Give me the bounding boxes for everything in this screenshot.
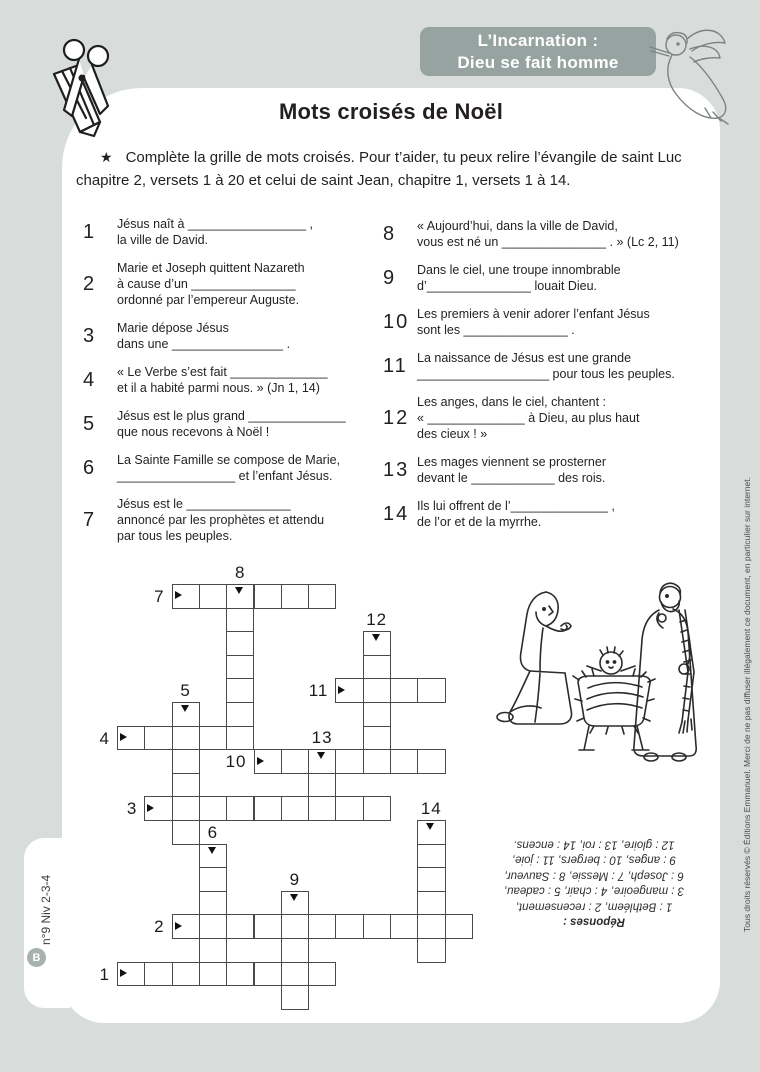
nativity-illustration: [483, 570, 703, 778]
grid-number-13: 13: [311, 728, 333, 748]
answers-line: 1 : Bethléem, 2 : recensement,: [515, 900, 673, 913]
grid-number-5: 5: [180, 681, 191, 700]
clue-text: « Le Verbe s’est fait ______________ et il a habité parmi nous. » (Jn 1, 14): [117, 365, 328, 395]
grid-cell: [390, 678, 418, 703]
clue-number: 6: [83, 456, 97, 479]
arrow-down-icon: [317, 752, 325, 759]
instructions-line-1: ★ Complète la grille de mots croisés. Pour t’aider, tu peux relire l’évangile de saint Luc: [100, 149, 682, 166]
page-title: Mots croisés de Noël: [278, 99, 504, 124]
grid-number-1: 1: [99, 964, 110, 984]
grid-cell: [144, 726, 172, 751]
arrow-right-icon: [120, 969, 127, 977]
arrow-down-icon: [208, 847, 216, 854]
grid-cell: [281, 962, 309, 987]
arrow-down-icon: [426, 823, 434, 830]
grid-cell: [363, 702, 391, 727]
grid-number-4: 4: [99, 728, 110, 748]
grid-cell: [226, 796, 254, 821]
answers-line: 3 : mangeoire, 4 : chair, 5 : cadeau,: [503, 884, 685, 897]
grid-cell: [199, 914, 227, 939]
clue-text: Marie et Joseph quittent Nazareth à cause d’un _______________ ordonné par l’empereur Auguste.: [117, 261, 305, 307]
grid-cell: [417, 867, 445, 892]
grid-cell: [281, 938, 309, 963]
grid-number-6: 6: [207, 822, 219, 842]
clue-number: 2: [83, 272, 97, 295]
clue-text: La naissance de Jésus est une grande ___________________ pour tous les peuples.: [417, 351, 675, 381]
clue-number: 1: [83, 220, 97, 243]
clue-text: Jésus naît à _________________ , la ville de David.: [117, 217, 314, 247]
grid-cell: [335, 749, 363, 774]
answers-line: 9 : anges, 10 : bergers, 11 : joie,: [511, 853, 677, 866]
grid-cell: [308, 773, 336, 798]
grid-number-9: 9: [289, 869, 301, 889]
clue-number: 9: [383, 266, 397, 289]
grid-cell: [417, 914, 445, 939]
answers-heading: Réponses :: [563, 915, 625, 928]
clue-text: La Sainte Famille se compose de Marie, _________________ et l’enfant Jésus.: [117, 453, 341, 483]
grid-cell: [281, 796, 309, 821]
grid-cell: [226, 678, 254, 703]
clue-number: 4: [83, 368, 97, 391]
grid-cell: [199, 891, 227, 916]
arrow-right-icon: [338, 686, 345, 694]
clue-number: 11: [383, 354, 408, 377]
grid-cell: [199, 584, 227, 609]
grid-cell: [363, 678, 391, 703]
answers-line: 12 : gloire, 13 : roi, 14 : encens.: [513, 838, 675, 851]
arrow-right-icon: [175, 922, 182, 930]
grid-cell: [308, 914, 336, 939]
clue-number: 5: [83, 412, 97, 435]
grid-cell: [363, 914, 391, 939]
grid-number-8: 8: [234, 563, 246, 582]
grid-cell: [445, 914, 473, 939]
arrow-right-icon: [175, 591, 182, 599]
grid-cell: [281, 985, 309, 1010]
clue-text: Les anges, dans le ciel, chantent : « ______________ à Dieu, au plus haut des cieux ! »: [417, 395, 640, 441]
grid-cell: [417, 749, 445, 774]
grid-cell: [172, 773, 200, 798]
grid-cell: [390, 914, 418, 939]
arrow-right-icon: [147, 804, 154, 812]
grid-cell: [363, 726, 391, 751]
clue-number: 3: [83, 324, 97, 347]
grid-cell: [417, 938, 445, 963]
grid-cell: [172, 726, 200, 751]
grid-cell: [172, 796, 200, 821]
badge-line-2: Dieu se fait homme: [457, 52, 619, 72]
clue-number: 10: [383, 310, 410, 333]
grid-cell: [308, 584, 336, 609]
clue-text: Dans le ciel, une troupe innombrable d’_______________ louait Dieu.: [417, 263, 621, 293]
issue-label: n°9 Niv 2-3-4: [39, 874, 53, 945]
grid-cell: [308, 796, 336, 821]
grid-cell: [417, 891, 445, 916]
copyright-notice: Tous droits réservés © Éditions Emmanuel. Merci de ne pas diffuser illégalement ce document, en particulier sur internet.: [742, 477, 752, 932]
arrow-right-icon: [257, 757, 264, 765]
arrow-down-icon: [372, 634, 380, 641]
grid-number-14: 14: [420, 799, 442, 818]
grid-cell: [226, 726, 254, 751]
grid-cell: [363, 749, 391, 774]
grid-cell: [199, 726, 227, 751]
grid-number-10: 10: [225, 752, 247, 772]
grid-cell: [226, 962, 254, 987]
clue-text: Marie dépose Jésus dans une ________________ .: [117, 321, 291, 351]
grid-cell: [390, 749, 418, 774]
arrow-down-icon: [235, 587, 243, 594]
grid-cell: [172, 962, 200, 987]
grid-cell: [281, 914, 309, 939]
grid-cell: [335, 914, 363, 939]
grid-cell: [417, 844, 445, 869]
grid-number-2: 2: [154, 917, 165, 937]
grid-cell: [199, 867, 227, 892]
grid-cell: [226, 914, 254, 939]
instructions-line-2: chapitre 2, versets 1 à 20 et celui de saint Jean, chapitre 1, versets 1 à 14.: [76, 172, 571, 189]
grid-cell: [363, 655, 391, 680]
grid-cell: [363, 796, 391, 821]
grid-cell: [226, 702, 254, 727]
star-icon: ★: [100, 149, 113, 165]
clue-number: 12: [383, 406, 410, 429]
arrow-down-icon: [181, 705, 189, 712]
answers-line: 6 : Joseph, 7 : Messie, 8 : Sauveur,: [504, 869, 684, 882]
clue-number: 7: [83, 508, 97, 531]
clue-text: Les mages viennent se prosterner devant le ____________ des rois.: [417, 455, 606, 485]
series-badge: B: [27, 948, 46, 967]
answers-block: [478, 836, 710, 928]
grid-cell: [254, 584, 282, 609]
grid-cell: [226, 608, 254, 633]
grid-cell: [172, 749, 200, 774]
grid-cell: [254, 962, 282, 987]
clue-text: Les premiers à venir adorer l’enfant Jésus sont les _______________ .: [417, 307, 650, 337]
clue-number: 13: [383, 458, 410, 481]
grid-cell: [172, 820, 200, 845]
grid-cell: [281, 584, 309, 609]
grid-cell: [199, 796, 227, 821]
grid-cell: [281, 749, 309, 774]
clue-text: Jésus est le plus grand ______________ que nous recevons à Noël !: [117, 409, 346, 439]
arrow-down-icon: [290, 894, 298, 901]
grid-cell: [144, 962, 172, 987]
grid-number-11: 11: [308, 681, 329, 701]
grid-cell: [335, 796, 363, 821]
grid-number-12: 12: [366, 610, 388, 630]
arrow-right-icon: [120, 733, 127, 741]
clue-number: 8: [383, 222, 397, 245]
clue-text: Jésus est le _______________ annoncé par les prophètes et attendu par tous les peuples.: [117, 497, 325, 543]
clue-text: Ils lui offrent de l’______________ , de l’or et de la myrrhe.: [417, 499, 615, 529]
badge-line-1: L’Incarnation :: [477, 30, 599, 50]
grid-number-3: 3: [126, 799, 138, 819]
grid-cell: [254, 914, 282, 939]
clue-number: 14: [383, 502, 410, 525]
grid-cell: [199, 962, 227, 987]
grid-cell: [226, 631, 254, 656]
grid-cell: [199, 938, 227, 963]
grid-cell: [254, 796, 282, 821]
grid-number-7: 7: [154, 587, 165, 606]
grid-cell: [417, 678, 445, 703]
grid-cell: [308, 962, 336, 987]
clue-text: « Aujourd’hui, dans la ville de David, vous est né un _______________ . » (Lc 2, 11): [417, 219, 679, 249]
grid-cell: [226, 655, 254, 680]
